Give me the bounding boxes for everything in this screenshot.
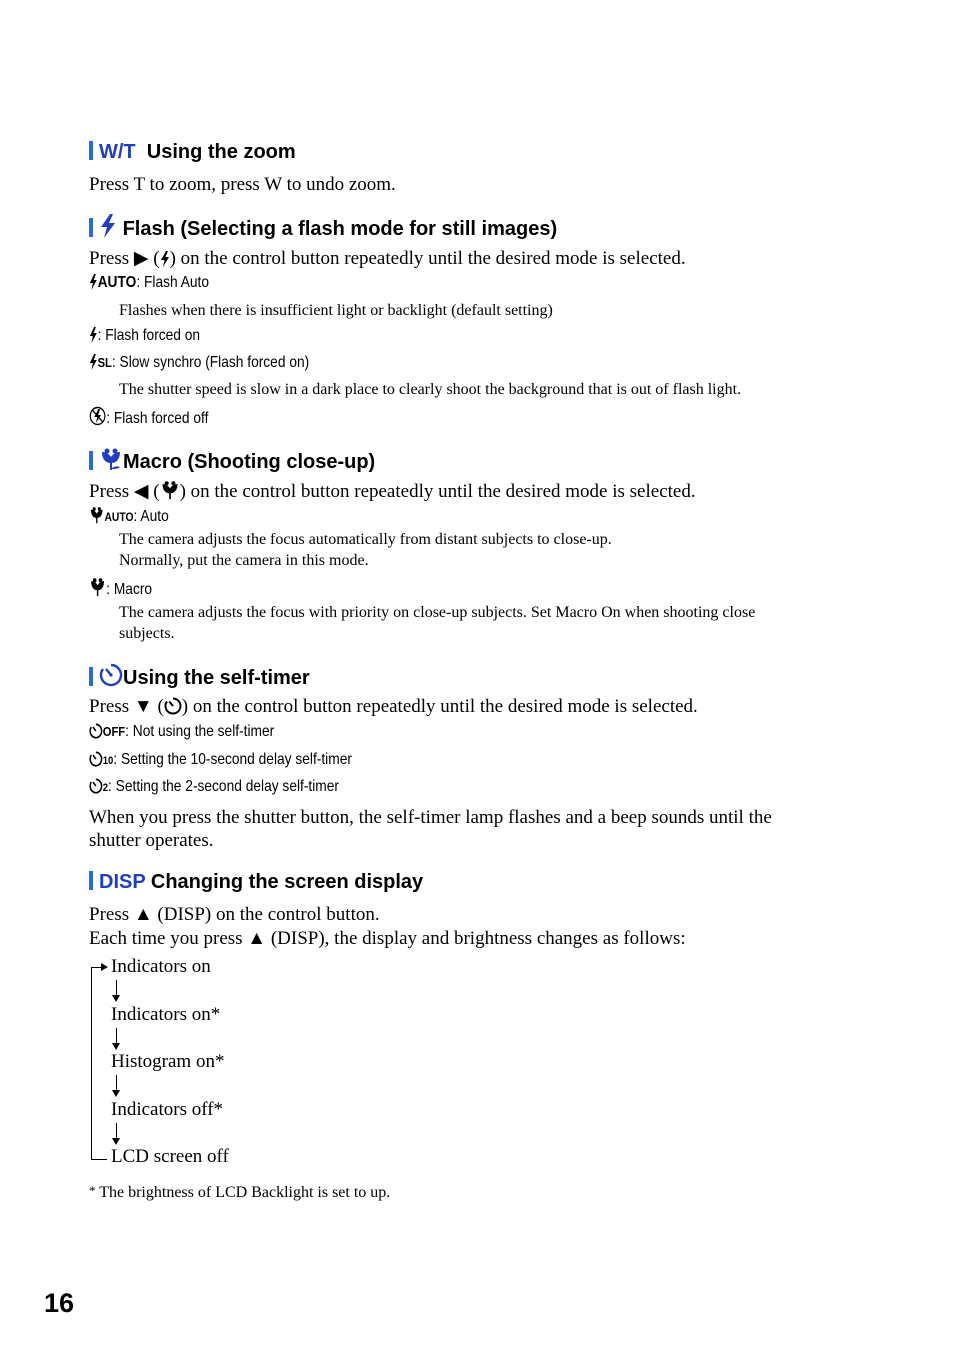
- flow-arrow-icon: [116, 980, 117, 996]
- macro-auto-item: AUTO: Auto: [89, 506, 169, 529]
- zoom-title: Using the zoom: [146, 141, 296, 163]
- macro-description-1: The camera adjusts the focus with priority on close-up subjects. Set Macro On when shooting close: [119, 604, 756, 621]
- macro-icon: [99, 447, 123, 477]
- loop-bottom-connector: [91, 1159, 107, 1160]
- self-timer-off-item: OFF: Not using the self-timer: [89, 723, 274, 744]
- flash-auto-item: AUTO: Flash Auto: [89, 274, 209, 295]
- loop-arrow-icon: [101, 963, 108, 971]
- flow-arrowhead-icon: [112, 1090, 120, 1097]
- macro-title: Macro (Shooting close-up): [123, 451, 376, 473]
- zoom-description: Press T to zoom, press W to undo zoom.: [89, 174, 396, 195]
- flash-slow-description: The shutter speed is slow in a dark place to clearly shoot the background that is out of flash light.: [119, 381, 742, 398]
- self-timer-icon: [164, 697, 182, 721]
- macro-description-2: subjects.: [119, 625, 175, 642]
- flash-instruction: Press ▶ ( ) on the control button repeatedly until the desired mode is selected.: [89, 247, 686, 273]
- flow-arrow-icon: [116, 1075, 117, 1091]
- flow-step-5: LCD screen off: [111, 1146, 229, 1167]
- down-arrow-icon: ▼: [133, 696, 153, 717]
- flash-slow-synchro-item: SL: Slow synchro (Flash forced on): [89, 354, 309, 375]
- wt-icon: W/T: [99, 141, 136, 163]
- flow-arrow-icon: [116, 1123, 117, 1139]
- flash-auto-icon: [89, 274, 98, 295]
- flow-step-4: Indicators off*: [111, 1099, 224, 1120]
- self-timer-heading: [89, 663, 310, 693]
- self-timer-note-1: When you press the shutter button, the self-timer lamp flashes and a beep sounds until the: [89, 807, 772, 828]
- section-marker: [89, 871, 93, 890]
- macro-auto-description-1: The camera adjusts the focus automatically from distant subjects to close-up.: [119, 531, 612, 548]
- self-timer-icon: [99, 663, 123, 693]
- disp-title: Changing the screen display: [150, 871, 424, 893]
- self-timer-off-icon: [89, 723, 103, 744]
- macro-on-icon: [89, 577, 106, 602]
- flash-icon: [160, 251, 170, 273]
- flow-step-1: Indicators on: [111, 956, 211, 977]
- flow-arrowhead-icon: [112, 1043, 120, 1050]
- flash-heading: [89, 214, 557, 244]
- section-marker: [89, 218, 93, 237]
- footnote: * The brightness of LCD Backlight is set to up.: [89, 1183, 391, 1201]
- flash-icon: [99, 214, 117, 244]
- flow-arrowhead-icon: [112, 1138, 120, 1145]
- flash-title: Flash (Selecting a flash mode for still images): [122, 218, 558, 240]
- left-arrow-icon: ◀: [133, 481, 149, 502]
- flash-on-item: : Flash forced on: [89, 327, 200, 348]
- flow-arrow-icon: [116, 1028, 117, 1044]
- disp-icon: DISP: [99, 871, 146, 893]
- self-timer-2s-item: 2: Setting the 2-second delay self-timer: [89, 778, 339, 799]
- flow-step-2: Indicators on*: [111, 1004, 221, 1025]
- right-arrow-icon: ▶: [133, 248, 149, 269]
- disp-instruction-2: Each time you press ▲ (DISP), the display and brightness changes as follows:: [89, 928, 686, 949]
- page-number: 16: [44, 1288, 75, 1318]
- self-timer-title: Using the self-timer: [123, 667, 310, 689]
- flash-on-icon: [89, 327, 98, 348]
- self-timer-note-2: shutter operates.: [89, 830, 214, 851]
- flash-slow-synchro-icon: [89, 354, 98, 375]
- macro-heading: [89, 447, 375, 477]
- section-marker: [89, 141, 93, 160]
- disp-instruction-1: Press ▲ (DISP) on the control button.: [89, 904, 380, 925]
- macro-auto-icon: [89, 506, 104, 529]
- disp-heading: [89, 871, 423, 894]
- macro-icon: [160, 480, 180, 506]
- macro-on-item: : Macro: [89, 577, 152, 602]
- self-timer-10s-icon: [89, 751, 103, 772]
- flow-step-3: Histogram on*: [111, 1051, 225, 1072]
- flash-auto-description: Flashes when there is insufficient light or backlight (default setting): [119, 302, 553, 319]
- flash-off-item: : Flash forced off: [89, 406, 208, 431]
- section-marker: [89, 667, 93, 686]
- loop-line: [91, 967, 92, 1160]
- self-timer-instruction: Press ▼ ( ) on the control button repeatedly until the desired mode is selected.: [89, 696, 698, 721]
- macro-auto-description-2: Normally, put the camera in this mode.: [119, 552, 369, 569]
- self-timer-10s-item: 10: Setting the 10-second delay self-timer: [89, 751, 352, 772]
- section-marker: [89, 451, 93, 470]
- macro-instruction: Press ◀ ( ) on the control button repeatedly until the desired mode is selected.: [89, 480, 696, 506]
- self-timer-2s-icon: [89, 778, 103, 799]
- flash-off-icon: [89, 406, 106, 431]
- zoom-heading: [89, 141, 296, 164]
- flow-arrowhead-icon: [112, 995, 120, 1002]
